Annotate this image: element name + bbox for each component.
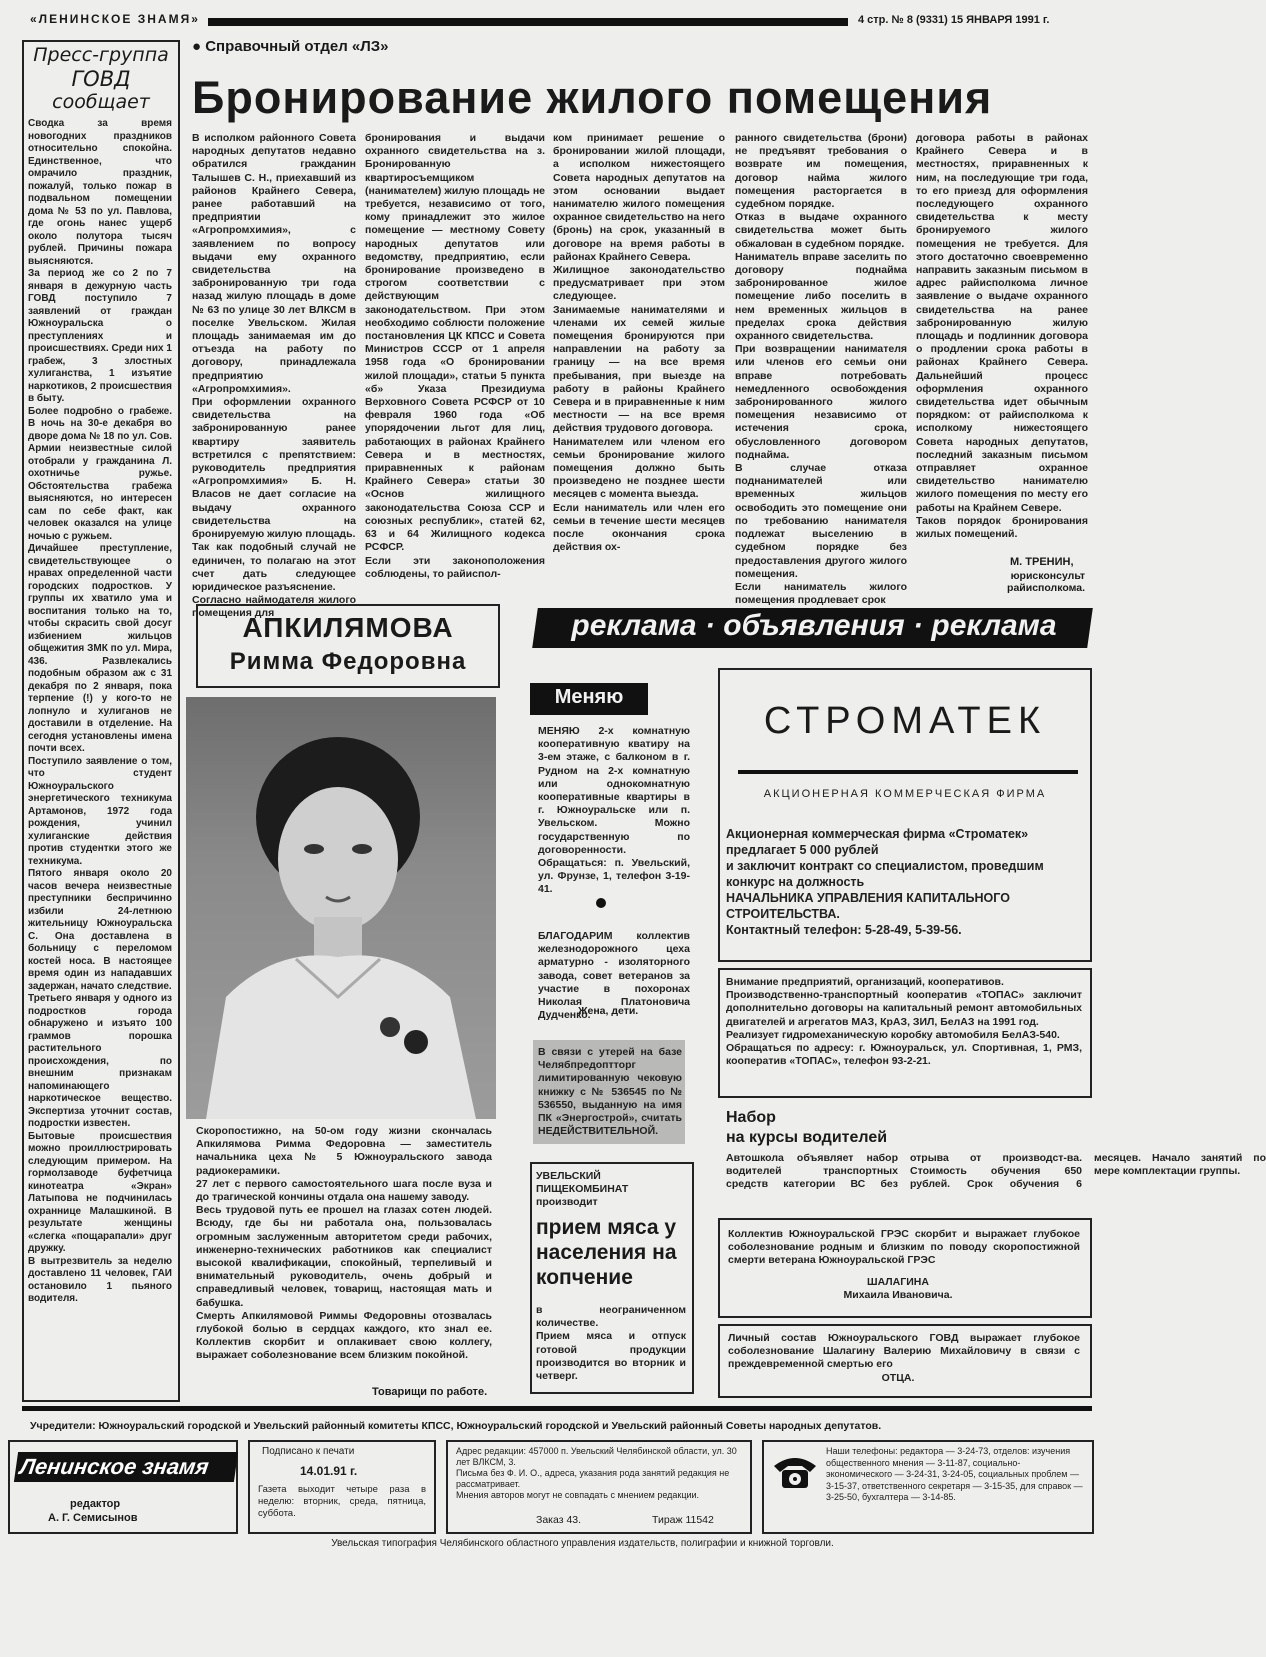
- paper-name: «ЛЕНИНСКОЕ ЗНАМЯ»: [30, 12, 200, 26]
- footer-logo: Ленинское знамя: [14, 1452, 238, 1482]
- footer-signed-label: Подписано к печати: [262, 1446, 355, 1457]
- obituary-signature: Товарищи по работе.: [372, 1386, 488, 1398]
- gres-condolence-name: ШАЛАГИНА Михаила Ивановича.: [843, 1276, 953, 1302]
- drivers-ad-title: Набор на курсы водителей: [726, 1109, 888, 1146]
- article-author-role: юрисконсульт райисполкома.: [1007, 570, 1085, 594]
- footer-phones: Наши телефоны: редактора — 3-24-73, отделов: изучения общественного мнения — 3-11-87, социально-экономического — 3-24-31, 3-24-05, социальных проблем — 3-15-37, ответственного секретаря — 3-15-35, для справок — 3-25-50, бухгалтера — 3-14-85.: [826, 1446, 1083, 1502]
- footer-schedule: Газета выходит четыре раза в неделю: вторник, среда, пятница, суббота.: [258, 1484, 426, 1519]
- portrait-figure: [186, 697, 496, 1119]
- gres-condolence-text: Коллектив Южноуральской ГРЭС скорбит и выражает глубокое соболезнование родным и близким по поводу скоропостижной смерти ветерана Южноуральской ГРЭС: [728, 1228, 1080, 1267]
- footer-signed-date: 14.01.91 г.: [300, 1464, 358, 1478]
- masthead-rule: [208, 18, 848, 26]
- stromatek-subtitle: АКЦИОНЕРНАЯ КОММЕРЧЕСКАЯ ФИРМА: [763, 788, 1047, 800]
- meat-ad-headline: прием мяса у населения на копчение: [536, 1216, 677, 1289]
- press-title-line3: сообщает: [52, 91, 150, 113]
- telephone-icon: [770, 1452, 820, 1492]
- footer-editor-label: редактор: [70, 1498, 121, 1510]
- press-title-line2: ГОВД: [71, 67, 131, 91]
- issue-info: 4 стр. № 8 (9331) 15 ЯНВАРЯ 1991 г.: [858, 14, 1050, 26]
- obituary-name: Римма Федоровна: [229, 648, 467, 675]
- thanks-signature: Жена, дети.: [578, 1005, 639, 1017]
- obituary-text: Скоропостижно, на 50-ом году жизни скончалась Апкилямова Римма Федоровна — заместитель начальника цеха № 5 Южноуральского завода радиокерамики. 27 лет с первого самостоятельного шага после вуза и до трагической кончины отдала она нашему заводу. Весь трудовой путь ее прошел на глазах сотен людей. Всюду, где бы ни работала она, пользовалась огромным заслуженным авторитетом среди рабочих, инженерно-технических работников как специалист высокой квалификации, спокойный, терпеливый и внимательный руководитель, очень добрый и справедливый человек, товарищ, настоящая мать и бабушка. Смерть Апкилямовой Риммы Федоровны отозвалась глубокой болью в сердцах каждого, кто знал ее. Коллектив скорбит и оплакивает свою коллегу, выражает соболезнование всем близким покойной.: [196, 1125, 492, 1362]
- stromatek-logo-rule: [738, 770, 1078, 774]
- govd-condolence-text: Личный состав Южноуральского ГОВД выражает глубокое соболезнование Шалагину Валерию Михайловичу в связи с преждевременной смертью его: [728, 1332, 1080, 1371]
- footer-editor-name: А. Г. Семисынов: [48, 1512, 138, 1524]
- separator-dot: [596, 898, 606, 908]
- meat-ad-heading: УВЕЛЬСКИЙ ПИЩЕКОМБИНАТ производит: [536, 1170, 629, 1209]
- article-col-5: договора работы в районах Крайнего Севера и в местностях, приравненных к ним, на последующие три года, то его приезд для оформления последующего охранного свидетельства к месту бронируемого жилого помещения не требуется. Для этого достаточно своевременно направить заказным письмом в адрес райисполкома личное заявление о выдаче охранного свидетельства на ранее забронированную жилую площадь и подлинник договора о продлении срока работы в районах Крайнего Севера. Дальнейший процесс оформления охранного свидетельства идет обычным порядком: от райисполкома к исполкому нижестоящего Совета народных депутатов, последний заказным письмом отправляет охранное свидетельство нанимателю жилого помещения по месту его работы на Крайнем Севере. Таков порядок бронирования жилых помещений.: [916, 132, 1088, 541]
- govd-condolence-end: ОТЦА.: [881, 1372, 915, 1384]
- footer-order: Заказ 43.: [536, 1514, 582, 1526]
- footer-print-run: Тираж 11542: [652, 1514, 714, 1526]
- article-headline: Бронирование жилого помещения: [192, 72, 993, 123]
- exchange-label: Меняю: [554, 686, 624, 708]
- obituary-surname: АПКИЛЯМОВА: [242, 612, 454, 643]
- ads-banner-text: реклама · объявления · реклама: [571, 609, 1057, 642]
- section-label: ● Справочный отдел «ЛЗ»: [192, 38, 389, 55]
- topas-ad-text: Внимание предприятий, организаций, кооперативов. Производственно-транспортный кооператив «ТОПАС» заключит дополнительно договоры на капитальный ремонт автомобильных двигателей и агрегатов МАЗ, КрАЗ, ЗИЛ, БелАЗ на 1991 год. Реализует гидромеханическую коробку автомобиля БелАЗ-540. Обращаться по адресу: г. Южноуральск, ул. Спортивная, 1, РМЗ, кооператив «ТОПАС», телефон 93-2-21.: [726, 976, 1082, 1068]
- article-col-1: В исполком районного Совета народных депутатов недавно обратился гражданин Талышев С. Н., приехавший из районов Крайнего Севера, ранее работавший на предприятии «Агропромхимия», с заявлением по вопросу выдачи ему охранного свидетельства на забронированную три года назад жилую площадь в доме № 63 по улице 30 лет ВЛКСМ в поселке Увельском. Жилая площадь занимаемая им до отъезда на работу по договору, принадлежала предприятию «Агропромхимия». При оформлении охранного свидетельства на забронированную ранее квартиру заявитель встретился с препятствием: руководитель предприятия «Агропромхимия» Б. Н. Власов не дает согласие на выдачу охранного свидетельства на бронируемую жилую площадь. Так как подобный случай не единичен, то полагаю на этот счет дать следующее юридическое разъяснение. Согласно наймодателя жилого помещения для: [192, 132, 356, 620]
- obituary-portrait: [186, 697, 496, 1119]
- footer-address: Адрес редакции: 457000 п. Увельский Челябинской области, ул. 30 лет ВЛКСМ, 3. Письма без Ф. И. О., адреса, указания рода занятий редакция не рассматривает. Мнения авторов могут не совпадать с мнением редакции.: [456, 1446, 737, 1500]
- article-author: М. ТРЕНИН,: [1010, 556, 1074, 568]
- article-col-2: бронирования и выдачи охранного свидетельства на з. Бронированную квартиросъемщиком (нанимателем) жилую площадь не требуется, независимо от того, кому принадлежит это жилое помещение — местному Совету народных депутатов или ведомству, предприятию, если бронирование произведено в строгом соответствии с действующим законодательством. При этом необходимо соблюсти положение постановления ЦК КПСС и Совета Министров СССР от 1 апреля 1958 года «О бронировании жилой площади», статьи 5 пункта «б» Указа Президиума Верховного Совета РСФСР от 10 февраля 1960 года «Об упорядочении льгот для лиц, работающих в районах Крайнего Севера и в местностях, приравненных к районам Крайнего Севера» статьи 30 «Основ жилищного законодательства Союза ССР и союзных республик», статей 62, 63 и 64 Жилищного кодекса РСФСР. Если эти законоположения соблюдены, то райиспол-: [365, 132, 545, 580]
- stromatek-logo: СТРОМАТЕК: [763, 700, 1047, 742]
- press-title-line1: Пресс-группа: [33, 44, 169, 66]
- footer-rule-top: [22, 1406, 1092, 1411]
- press-report-text: Сводка за время новогодних праздников относительно спокойна. Единственное, что омрачило праздник, пожалуй, только пожар в подвальном помещении дома № 53 по ул. Павлова, где огонь нанес ущерб около полутора тысяч рублей. Причины пожара выясняются. За период же со 2 по 7 января в дежурную часть ГОВД поступило 7 заявлений от граждан Южноуральска о преступлениях и происшествиях. Среди них 1 грабеж, 3 злостных хулиганства, 1 изъятие наркотиков, 2 происшествия в быту. Более подробно о грабеже. В ночь на 30-е декабря во дворе дома № 18 по ул. Сов. Армии неизвестные силой отобрали у гражданина Л. охотничье ружье. Обстоятельства грабежа выясняются, но интересен сам по себе факт, как человек оказался на улице ночью с ружьем. Дичайшее преступление, свидетельствующее о нравах определенной части городских подростков. У группы их хватило ума и воспитания только на то, чтобы скрасить свой досуг избиением жильцов общежития ЗМК по ул. Мира, 436. Развлекались подобным образом аж с 31 декабря по 2 января, пока терпение (!) у кого-то не лопнуло и хулиганов не доставили в отделение. На сегодня установлены имена почти всех. Поступило заявление о том, что студент Южноуральского энергетического техникума Артамонов, 1972 года рождения, учинил хулиганские действия против студентки этого же техникума. Пятого января около 20 часов вечера неизвестные преступники беспричинно избили 24-летнюю жительницу Южноуральска С. Она доставлена в больницу с переломом костей носа. В настоящее время один из нападавших задержан, начато следствие. Третьего января у одного из подростков города обнаружено и изъято 100 граммов порошка растительного происхождения, по внешним признакам напоминающего наркотическое вещество. Экспертиза уточнит состав, подростки известен. Бытовые происшествия можно проиллюстрировать следующим примером. На гормолзаводе буфетчица кинотеатра «Экран» Латыпова не подчинилась охраннице Малашкиной. В результате женщины «слегка «пощарапали» друг дружку. В вытрезвитель за неделю доставлено 11 человек, ГАИ остановило 1 пьяного водителя.: [28, 118, 172, 1304]
- drivers-ad-text: Автошкола объявляет набор водителей транспортных средств категории ВС без отрыва от производст-ва. Стоимость обучения 650 рублей. Срок обучения 6 месяцев. Начало занятий по мере комплектации группы.: [726, 1152, 1266, 1191]
- article-col-4: ранного свидетельства (брони) не предъявят требования о возврате им помещения, договор найма жилого помещения расторгается в судебном порядке. Отказ в выдаче охранного свидетельства может быть обжалован в судебном порядке. Наниматель вправе заселить по договору поднайма забронированное жилое помещение либо поселить в нем временных жильцов в пределах срока действия охранного свидетельства. При возвращении нанимателя или членов его семьи они вправе потребовать немедленного освобождения забронированного жилого помещения независимо от истечения срока, обусловленного договором поднайма. В случае отказа поднанимателей или временных жильцов освободить это помещение они по требованию нанимателя подлежат выселению в судебном порядке без предоставления другого жилого помещения. Если наниматель жилого помещения продлевает срок: [735, 132, 907, 607]
- founders-line: Учредители: Южноуральский городской и Увельский районный комитеты КПСС, Южноуральский городской и Увельский районный Советы народных депутатов.: [30, 1420, 882, 1432]
- meat-ad-text: в неограниченном количестве. Прием мяса и отпуск готовой продукции производится во вторник и четверг.: [536, 1304, 686, 1383]
- article-col-3: ком принимает решение о бронировании жилой площади, а исполком нижестоящего Совета народных депутатов на этом основании выдает нанимателю жилого помещения охранное свидетельство на него (бронь) на срок, указанный в договоре на время работы в районах Крайнего Севера. Жилищное законодательство предусматривает при этом следующее. Занимаемые нанимателями и членами их семей жилые помещения бронируются при направлении на работу за границу — на все время пребывания, при выезде на работу в районы Крайнего Севера и в приравненные к ним местности — на все время действия трудового договора. Нанимателем или членом его семьи бронирование жилого помещения должно быть произведено не позднее шести месяцев с момента выезда. Если наниматель или член его семьи в течение шести месяцев после окончания срока действия ох-: [553, 132, 725, 554]
- lost-checkbook-text: В связи с утерей на базе Челябпредоптторг лимитированную чековую книжку с № 536545 по № 536550, выданную на имя ПК «Энергострой», считать НЕДЕЙСТВИТЕЛЬНОЙ.: [538, 1046, 682, 1138]
- printer-line: Увельская типография Челябинского областного управления издательств, полиграфии и книжной торговли.: [331, 1538, 834, 1549]
- press-title: [26, 44, 176, 114]
- stromatek-ad-text: Акционерная коммерческая фирма «Строматек» предлагает 5 000 рублей и заключит контракт со специалистом, проведшим конкурс на должность НАЧАЛЬНИКА УПРАВЛЕНИЯ КАПИТАЛЬНОГО СТРОИТЕЛЬСТВА. Контактный телефон: 5-28-49, 5-39-56.: [726, 827, 1044, 937]
- thanks-ad-text: БЛАГОДАРИМ коллектив железнодорожного цеха арматурно - изоляторного завода, совет ветеранов за участие в похоронах Николая Платоновича Дудченко.: [538, 930, 690, 1022]
- exchange-ad-text: МЕНЯЮ 2-х комнатную кооперативную кватиру на 3-ем этаже, с балконом в г. Рудном на 2-х комнатную или однокомнатную кооперативные квартиры в г. Южноуральске или п. Увельском. Можно государственную по договоренности. Обращаться: п. Увельский, ул. Фрунзе, 1, телефон 3-19-41.: [538, 725, 690, 896]
